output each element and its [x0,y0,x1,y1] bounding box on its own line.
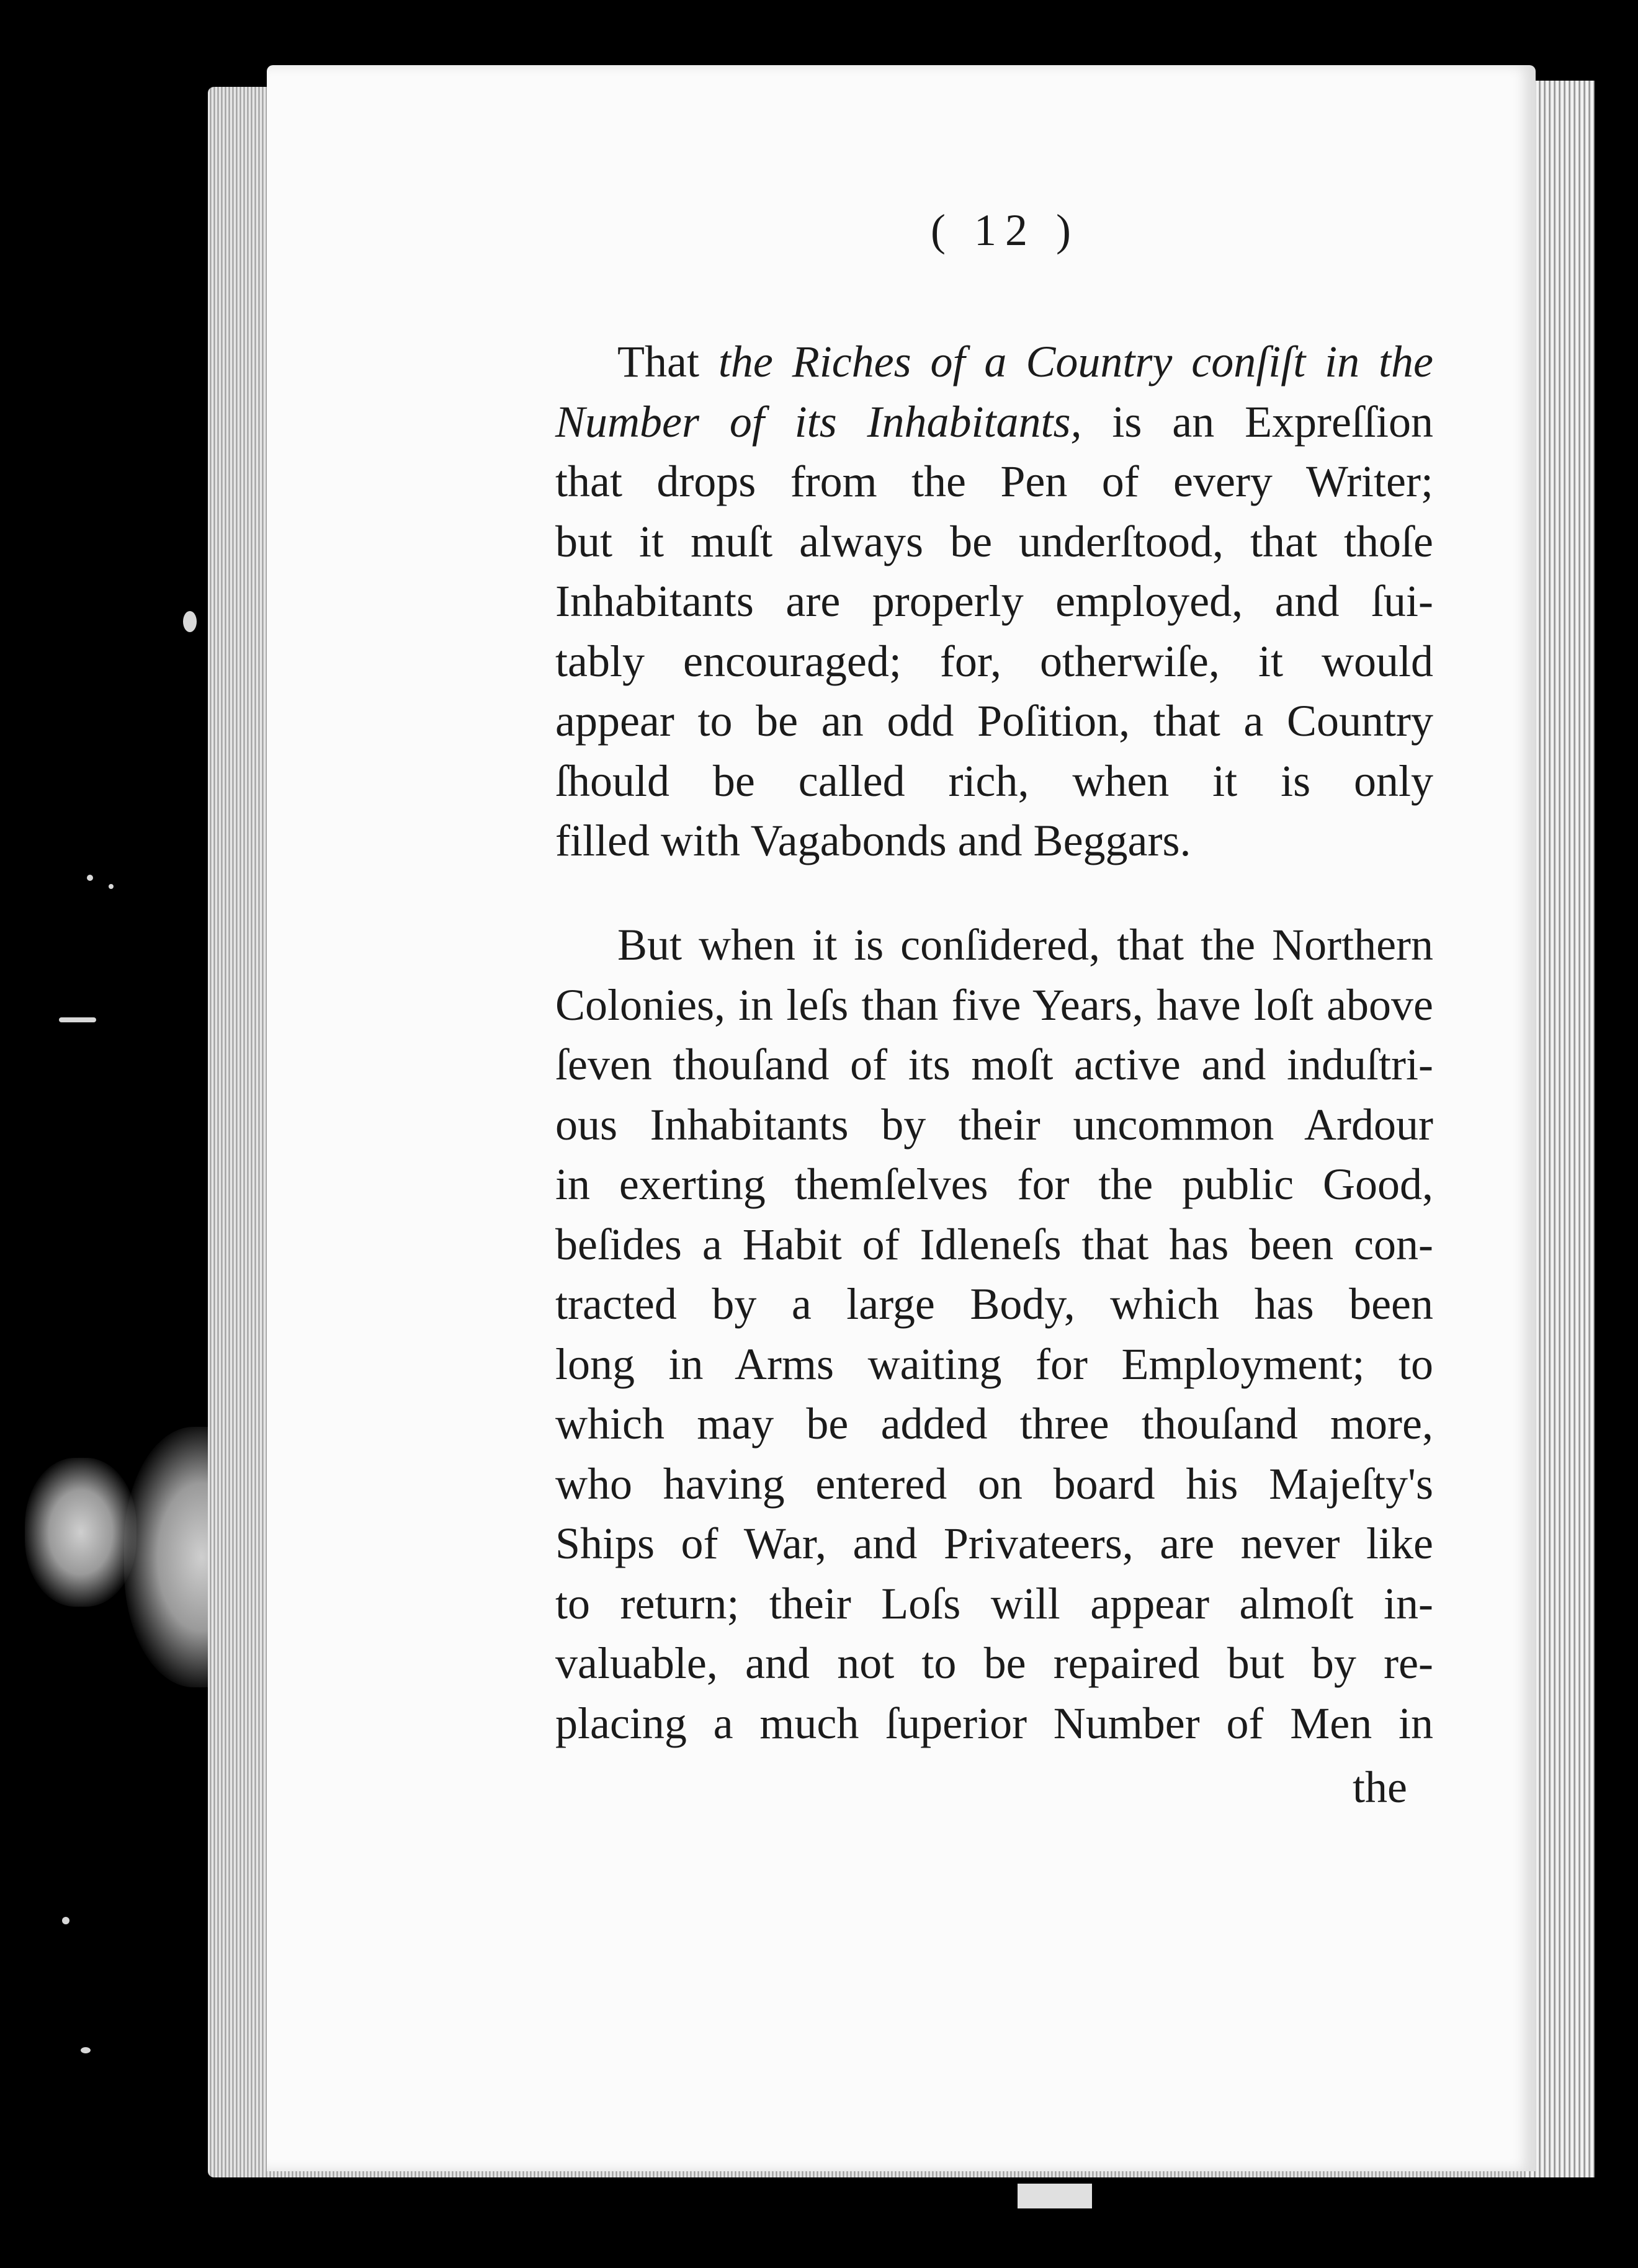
text-line: appear to be an odd Poſition, that a Country [555,696,1433,746]
catchword: the [1353,1762,1407,1812]
text-line: ſeven thouſand of its moſt active and induſtri- [555,1040,1433,1089]
text-line: tably encouraged; for, otherwiſe, it would [555,636,1433,686]
text-line: ſhould be called rich, when it is only [555,756,1433,806]
scan-speckle [81,2047,91,2053]
text-line: Number of its Inhabitants, is an Expreſſion [555,396,1433,447]
page-number: ( 12 ) [931,205,1080,255]
text-line: Ships of War, and Privateers, are never like [555,1519,1433,1568]
text-line: beſides a Habit of Idleneſs that has been con- [555,1219,1433,1269]
text-line: Colonies, in leſs than five Years, have loſt above [555,980,1433,1030]
text-line: placing a much ſuperior Number of Men in [555,1698,1433,1748]
text-line: which may be added three thouſand more, [555,1399,1433,1449]
scan-speckle [62,1917,69,1924]
text-line: ous Inhabitants by their uncommon Ardour [555,1099,1433,1150]
text-line: long in Arms waiting for Employment; to [555,1339,1433,1389]
book-fore-edge [1526,81,1595,2177]
text-line: to return; their Loſs will appear almoſt in- [555,1578,1433,1628]
text-line: valuable, and not to be repaired but by re- [555,1638,1433,1688]
text-line: Inhabitants are properly employed, and ſui- [555,576,1433,626]
text-line: but it muſt always be underſtood, that thoſe [555,516,1433,566]
text-line: tracted by a large Body, which has been [555,1279,1433,1329]
text-line: But when it is conſidered, that the Northern [617,920,1433,970]
text-line: in exerting themſelves for the public Good, [555,1159,1433,1209]
text-line: that drops from the Pen of every Writer; [555,457,1433,506]
paragraph-1 [555,332,1433,871]
binding-mark [1018,2184,1092,2208]
text-line: That the Riches of a Country conſiſt in the [617,337,1433,386]
text-line: who having entered on board his Majeſty's [555,1458,1433,1509]
text-line: filled with Vagabonds and Beggars. [555,816,1191,865]
scan-smudge [25,1458,136,1607]
scan-speckle [87,875,93,881]
scan-speckle [183,611,197,632]
paragraph-2 [555,915,1433,1753]
scan-speckle [109,884,114,889]
scan-speckle [59,1017,96,1022]
